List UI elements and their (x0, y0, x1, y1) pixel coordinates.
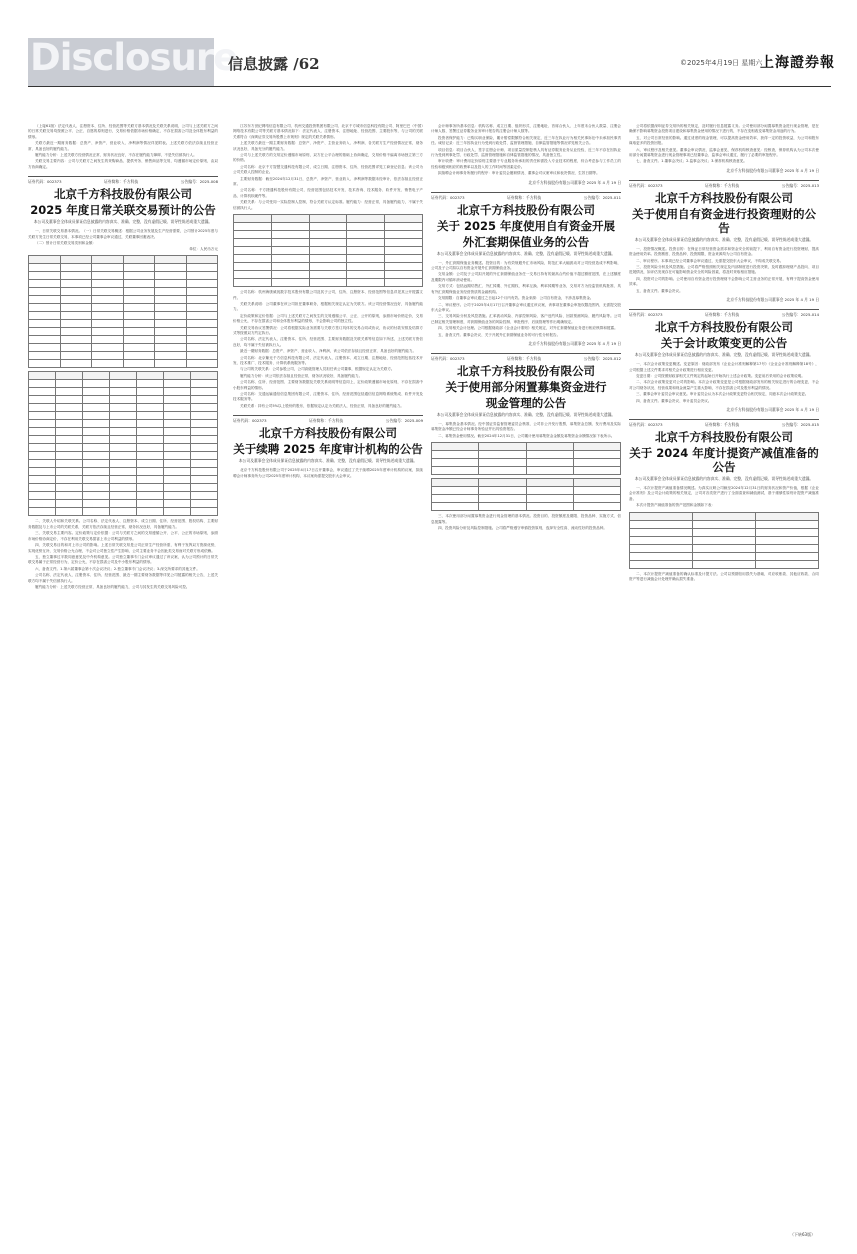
announcement-title-line: 关于 2024 年度计提资产减值准备的公告 (629, 445, 819, 474)
announcement-investment-wealth (629, 180, 819, 243)
impairment-table (629, 512, 819, 569)
announcement-daily-related-transactions (28, 176, 218, 225)
signature: 北京千方科技股份有限公司董事会 2025 年 4 月 19 日 (528, 340, 621, 346)
signature: 北京千方科技股份有限公司董事会 2025 年 4 月 19 日 (726, 406, 819, 412)
announcement-title-line: 关于使用部分闲置募集资金进行 (445, 379, 607, 394)
body-text: 公司名称：杭州海康威视数字技术股份有限公司及其子公司，住所、注册资本、经营范围等信息详见其公开披露文件。 关联关系说明：公司董事在该公司担任董事职务，根据相关规定认定为关联方。该公司经营情况良好，具备履约能力。 定价政策和定价依据：公司与上述关联方之间发生的交易遵循公平、公正、公开的原则，参照市场价格定价，交易价格公允，不存在损害公司和全体股东利益的情形，不会影响公司的独立性。 关联交易协议签署情况：公司将根据实际业务需要与关联方签订具体的交易合同或协议，协议的付款安排及结算方式等按照双方约定执行。 公司名称、法定代表人、注册资本、住所、经营范围、主要财务数据及关联关系等信息如下所述，上述关联方资信良好，均不属于失信被执行人。 最近一期财务数据：总资产、净资产、营业收入、净利润，该公司依法存续且经营正常，具备良好的履约能力。 公司名称：北京紫光千方信息科技有限公司，法定代表人、注册资本、成立日期、注册地址、经营范围包括技术开发、技术推广、技术服务、计算机系统服务等。 与公司的关联关系：公司参股公司，公司高级管理人员担任该公司董事，根据规定认定为关联方。 履约能力分析：该公司依法存续且经营正常，财务状况较好，具备履约能力。 公司名称、住所、经营范围、主要财务数据及关联关系说明等信息同上，定价政策遵循市场化原则，不存在损害中小股东利益的情形。 公司名称：交通运输通信信息集团有限公司，注册资本、住所、经营范围包括通信信息网络系统集成、软件开发及技术服务等。 关联关系：持有公司5%以上股份的股东，依据规定认定为关联法人，经营正常，具备良好的履约能力。 (233, 290, 423, 408)
body-text: 会计师事务所基本信息：机构名称、成立日期、组织形式、注册地址、首席合伙人、上年度末合伙人数量、注册会计师人数、签署过证券服务业务审计报告的注册会计师人数等。 投资者保护能力：已购买职业保险，累计赔偿限额符合相关规定，近三年在执业行为相关民事诉讼中未承担民事责任。诚信记录：近三年因执业行为受到行政处罚、监督管理措施、自律监管措施等情况详见相关公告。 项目信息：项目合伙人、签字注册会计师、项目质量控制复核人具有证券服务业务从业经验，近三年不存在因执业行为受到刑事处罚、行政处罚、监督管理措施和自律监管措施的情况，具备独立性。 审计收费：审计费用定价原则主要基于专业服务所承担的责任和需投入专业技术的程度，综合考虑参与工作员工的经验和级别相应的收费率以及投入的工作时间等因素定价。 拟续聘会计师事务所履行的程序：审计委员会履职情况、董事会对议案审议和表决情况、生效日期等。 (431, 124, 621, 176)
paper-name: 上海證券報 (760, 55, 835, 71)
announcement-meta: 证券代码：002373 证券简称：千方科技 公告编号：2025-014 (629, 309, 819, 318)
board-statement: 本公司及董事会全体成员保证信息披露的内容真实、准确、完整，没有虚假记载、误导性陈述或重大遗漏。 (436, 411, 616, 417)
body-text: 公司将依据深圳证券交易所的相关规定，及时履行信息披露义务。公司使用部分闲置募集资金进行现金管理，是在确保不影响募集资金投资项目建设和募集资金使用的情况下进行的，不存在变相改变募集资金用途的行为。 五、对公司日常经营的影响。通过适度的现金管理，可以提高资金使用效率，获得一定的投资收益，为公司和股东谋取更多的投资回报。 六、审议程序及相关意见。董事会审议情况、监事会意见、保荐机构核查意见：经核查，保荐机构认为公司本次使用部分闲置募集资金进行现金管理事项已经董事会、监事会审议通过，履行了必要的审批程序。 七、备查文件。1.董事会决议；2.监事会决议；3.保荐机构核查意见。 (629, 124, 819, 164)
signature: 北京千方科技股份有限公司董事会 2025 年 4 月 19 日 (726, 167, 819, 173)
column-1 (28, 124, 218, 1242)
body-text: 一、本次计提资产减值准备情况概述。为真实反映公司截至2024年12月31日的财务状况和资产价值，根据《企业会计准则》及公司会计政策的相关规定，公司对各类资产进行了全面清查和减值测试，基于谨慎性原则计提资产减值准备。 本次计提资产减值准备的资产范围和金额如下表： (629, 485, 819, 508)
masthead (0, 0, 857, 86)
forex-hedging-table (233, 214, 423, 287)
announcement-title-line: 外汇套期保值业务的公告 (462, 234, 590, 249)
announcement-meta: 证券代码：002373 证券简称：千方科技 公告编号：2025-011 (431, 192, 621, 201)
header-rule (28, 86, 831, 87)
announcement-forex-hedging (431, 192, 621, 257)
body-text: 一、募集资金基本情况。经中国证券监督管理委员会核准，公司非公开发行股票，募集资金总额、发行费用及实际募集资金净额已经会计师事务所验证并出具验资报告。 二、募集资金使用情况。截至2024年12月31日，公司累计使用募集资金金额及募集资金余额情况如下表所示。 (431, 421, 621, 438)
body-text: 二、本次计提资产减值准备的确认标准及计提方法。公司以预期信用损失为基础，对应收账款、其他应收款、合同资产等进行减值会计处理并确认损失准备。 (629, 571, 819, 581)
body-text: 北京千方科技股份有限公司于2025年4月17日召开董事会，审议通过了关于续聘2025年度审计机构的议案，拟续聘会计师事务所为公司2025年度审计机构，本议案尚需提交股东大会审议。 (233, 468, 423, 478)
announcement-accounting-policy (629, 309, 819, 358)
announcement-meta: 证券代码：002373 证券简称：千方科技 公告编号：2025-013 (629, 180, 819, 189)
table-unit: 单位：人民币万元 (189, 247, 218, 252)
announcement-title-line: 北京千方科技股份有限公司 (457, 363, 595, 378)
body-text: 一、投资情况概述。投资目的：在保证日常经营资金需求和资金安全的前提下，利用自有资金进行投资理财，提高资金使用效率。投资额度、投资品种、投资期限、资金来源均为公司自有资金。 二、审议程序。本事项已经公司董事会审议通过，无需提交股东大会审议，不构成关联交易。 三、投资风险分析及风控措施。公司将严格按照相关规定及内部制度进行投资决策，及时跟踪理财产品投向、项目进展情况，如评估发现存在可能影响资金安全的风险因素，将及时采取相应措施。 四、投资对公司的影响。公司使用自有资金进行投资理财不会影响公司主营业务的正常开展，有利于提高资金使用效率。 五、备查文件。董事会决议。 (629, 246, 819, 293)
announcement-idle-funds (431, 353, 621, 418)
announcement-title-line: 2025 年度日常关联交易预计的公告 (30, 203, 216, 218)
announcement-meta: 证券代码：002373 证券简称：千方科技 公告编号：2025-009 (233, 415, 423, 424)
body-text: 一、本次会计政策变更概述。变更原因：财政部发布《企业会计准则解释第17号》《企业会计准则解释第18号》，公司根据上述文件要求对相关会计政策进行相应变更。 变更日期：公司按照财政部相关文件规定的起始日开始执行上述会计政策。变更前后采用的会计政策说明。 二、本次会计政策变更对公司的影响。本次会计政策变更是公司根据财政部发布的相关规定进行的合理变更，不会对公司财务状况、经营成果和现金流量产生重大影响，不存在损害公司及股东利益的情况。 三、董事会审计委员会审议意见。审计委员会认为本次会计政策变更符合相关规定，同意本次会计政策变更。 四、备查文件。董事会决议、审计委员会决议。 (629, 362, 819, 403)
board-statement: 本公司及董事会全体成员保证信息披露的内容真实、准确、完整，没有虚假记载、误导性陈述或重大遗漏。 (33, 219, 213, 225)
announcement-title-line: 关于使用自有资金进行投资理财的公告 (632, 206, 816, 235)
board-statement: 本公司及董事会全体成员保证信息披露的内容真实、准确、完整，没有虚假记载、误导性陈述或重大遗漏。 (238, 458, 418, 464)
body-text: 一、日常关联交易基本情况。（一）日常关联交易概述：根据公司业务发展及生产经营需要，公司预计2025年度与关联方发生日常关联交易，本事项已经公司董事会审议通过，关联董事回避表决。 （二）预计日常关联交易类别和金额： (28, 229, 218, 246)
board-statement: 本公司及董事会全体成员保证信息披露的内容真实、准确、完整，没有虚假记载、误导性陈述或重大遗漏。 (634, 236, 814, 242)
board-statement: 本公司及董事会全体成员保证信息披露的内容真实、准确、完整，没有虚假记载、误导性陈述或重大遗漏。 (634, 352, 814, 358)
announcement-meta: 证券代码：002373 证券简称：千方科技 公告编号：2025-008 (28, 176, 218, 185)
body-text: 二、关联人介绍和关联关系。公司名称、法定代表人、注册资本、成立日期、住所、经营范围、股权结构、主要财务数据及与上市公司的关联关系，关联方依法存续且经营正常，财务状况良好，具备履约能力。 三、关联交易主要内容。定价政策与定价依据：公司与关联方之间的交易遵循公开、公平、公正的市场原则，参照市场价格协商定价，不存在利用关联交易损害上市公司利益的情形。 四、关联交易目的和对上市公司的影响。上述日常关联交易是公司正常生产经营所需，有利于发挥双方资源优势，实现优势互补，交易价格公允合理，不会对公司独立性产生影响，公司主要业务不会因此类交易而对关联方形成依赖。 五、独立董事过半数同意意见及中介机构意见。公司独立董事专门会议审议通过了该议案，认为公司预计的日常关联交易属于正常经营行为，定价公允，不存在损害公司及中小股东利益的情形。 六、备查文件。1.第六届董事会第十次会议决议；2.独立董事专门会议决议；3.深交所要求的其他文件。 公司名称、法定代表人、注册资本、住所、经营范围、最近一期主要财务数据等详见公司披露的相关公告，上述关联方均不属于失信被执行人。 履约能力分析：上述关联方经营正常，具备良好的履约能力，公司与其发生的关联交易风险可控。 (28, 519, 218, 589)
continuation-tag: （下转63版） (790, 1232, 816, 1237)
body-text: 一、外汇套期保值业务概述。投资目的：为有效规避外汇市场风险，防范汇率大幅波动对公司经营造成不利影响，公司及子公司拟以自有资金开展外汇套期保值业务。 交易金额：公司及子公司拟开展的外汇套期保值业务任一交易日持有的最高合约价值不超过额度范围，在上述额度及期限内可循环滚动使用。 交易方式：包括远期结售汇、外汇掉期、外汇期权、利率互换、利率掉期等业务，交易对方为经监管机构批准、具有外汇套期保值业务经营资质的金融机构。 交易期限：自董事会审议通过之日起12个月内有效。资金来源：公司自有资金，不涉及募集资金。 二、审议程序。公司于2025年4月17日召开董事会审议通过该议案，该事项在董事会审批权限范围内，无需提交股东大会审议。 三、交易风险分析及风控措施。汇率波动风险、内部控制风险、客户违约风险、回款预测风险、履约风险等。公司已制定相关管理制度，对套期保值业务的风险控制、审批程序、后续管理等作出明确规定。 四、交易相关会计处理。公司根据财政部《企业会计准则》相关规定，对外汇套期保值业务进行相应核算和披露。 五、备查文件。董事会决议、关于开展外汇套期保值业务的可行性分析报告。 (431, 260, 621, 337)
board-statement: 本公司及董事会全体成员保证信息披露的内容真实、准确、完整，没有虚假记载、误导性陈述或重大遗漏。 (436, 250, 616, 256)
body-text: 江苏东方世纪网络信息有限公司、杭州交通投资集团有限公司、北京千方城市信息科技有限公司、阿里巴巴（中国）网络技术有限公司等关联方基本情况如下：法定代表人、注册资本、注册地址、经营范围、主要股东等，与公司的关联关系符合《深圳证券交易所股票上市规则》规定的关联关系情形。 上述关联方最近一期主要财务数据：总资产、净资产、主营业务收入、净利润，各关联方生产经营情况正常，财务状况良好，具备充分的履约能力。 公司与上述关联方的交易定价遵循市场原则，双方在公平合理的基础上协商确定，交易价格不偏离市场独立第三方的价格。 公司名称：北京千方智慧交通科技有限公司，成立日期、注册资本、住所、经营范围详见工商登记信息；该公司为公司关联人控制的企业。 主要财务数据：截至2024年12月31日，总资产、净资产、营业收入、净利润等数据未经审计，依法存续且经营正常。 公司名称：千方捷通科技股份有限公司，经营范围包括技术开发、技术咨询、技术服务、软件开发、销售电子产品、计算机软硬件等。 关联关系：与公司受同一实际控制人控制，符合关联方认定标准。履约能力：经营正常，具备履约能力，不属于失信被执行人。 (233, 124, 423, 210)
announcement-title-line: 北京千方科技股份有限公司 (259, 426, 397, 441)
announcement-title-line: 关于会计政策变更的公告 (660, 336, 788, 351)
announcement-title-line: 北京千方科技股份有限公司 (655, 190, 793, 205)
announcement-meta: 证券代码：002373 证券简称：千方科技 公告编号：2025-012 (431, 353, 621, 362)
signature: 北京千方科技股份有限公司董事会 2025 年 4 月 19 日 (726, 297, 819, 303)
body-text: （上接61版）法定代表人、注册资本、住所、经营范围等关联方基本情况及关联关系说明，公司与上述关联方之间的日常关联交易均按照公平、公正、自愿的原则进行，交易价格依据市场价格确定，不存在损害公司及全体股东利益的情形。 关联方最近一期财务数据：总资产、净资产、营业收入、净利润等情况详见附表。上述关联方依法存续且经营正常，具备良好的履约能力。 履约能力分析：上述关联方经营情况正常，财务状况良好，不存在履约能力障碍，不是失信被执行人。 关联交易主要内容：公司与关联方之间发生的采购商品、提供劳务、销售商品等交易，均遵循市场定价原则，由双方协商确定。 (28, 124, 218, 169)
body-text: 三、本次使用部分闲置募集资金进行现金管理的基本情况。投资目的、投资额度及期限、投资品种、实施方式、信息披露等。 四、投资风险分析及风险控制措施。公司将严格遵守审慎投资原则，选择安全性高、流动性好的投资品种。 (431, 514, 621, 530)
announcement-audit-firm (233, 415, 423, 464)
raised-funds-table (431, 442, 621, 475)
announcement-title-line: 北京千方科技股份有限公司 (457, 202, 595, 217)
prior-year-transaction-table (28, 371, 218, 516)
board-statement: 本公司及董事会全体成员保证信息披露的内容真实、准确、完整，没有虚假记载、误导性陈述或重大遗漏。 (634, 475, 814, 481)
issue-date: ©2025年4月19日 星期六 (680, 59, 763, 67)
announcement-title-line: 现金管理的公告 (485, 395, 567, 410)
column-2 (233, 124, 423, 1242)
announcement-title-line: 关于续聘 2025 年度审计机构的公告 (233, 442, 423, 457)
announcement-title-line: 北京千方科技股份有限公司 (655, 429, 793, 444)
brand-logo: Disclosure (30, 36, 238, 79)
column-3 (431, 124, 621, 1242)
raised-funds-detail-table (431, 478, 621, 511)
announcement-title-line: 北京千方科技股份有限公司 (54, 187, 192, 202)
announcement-title-line: 关于 2025 年度使用自有资金开展 (436, 218, 615, 233)
announcement-impairment (629, 419, 819, 482)
related-transaction-table (28, 255, 218, 368)
signature: 北京千方科技股份有限公司董事会 2025 年 4 月 19 日 (528, 179, 621, 185)
announcement-title-line: 北京千方科技股份有限公司 (655, 320, 793, 335)
announcement-meta: 证券代码：002373 证券简称：千方科技 公告编号：2025-015 (629, 419, 819, 428)
section-title: 信息披露 /62 (228, 55, 320, 73)
column-4 (629, 124, 819, 1242)
